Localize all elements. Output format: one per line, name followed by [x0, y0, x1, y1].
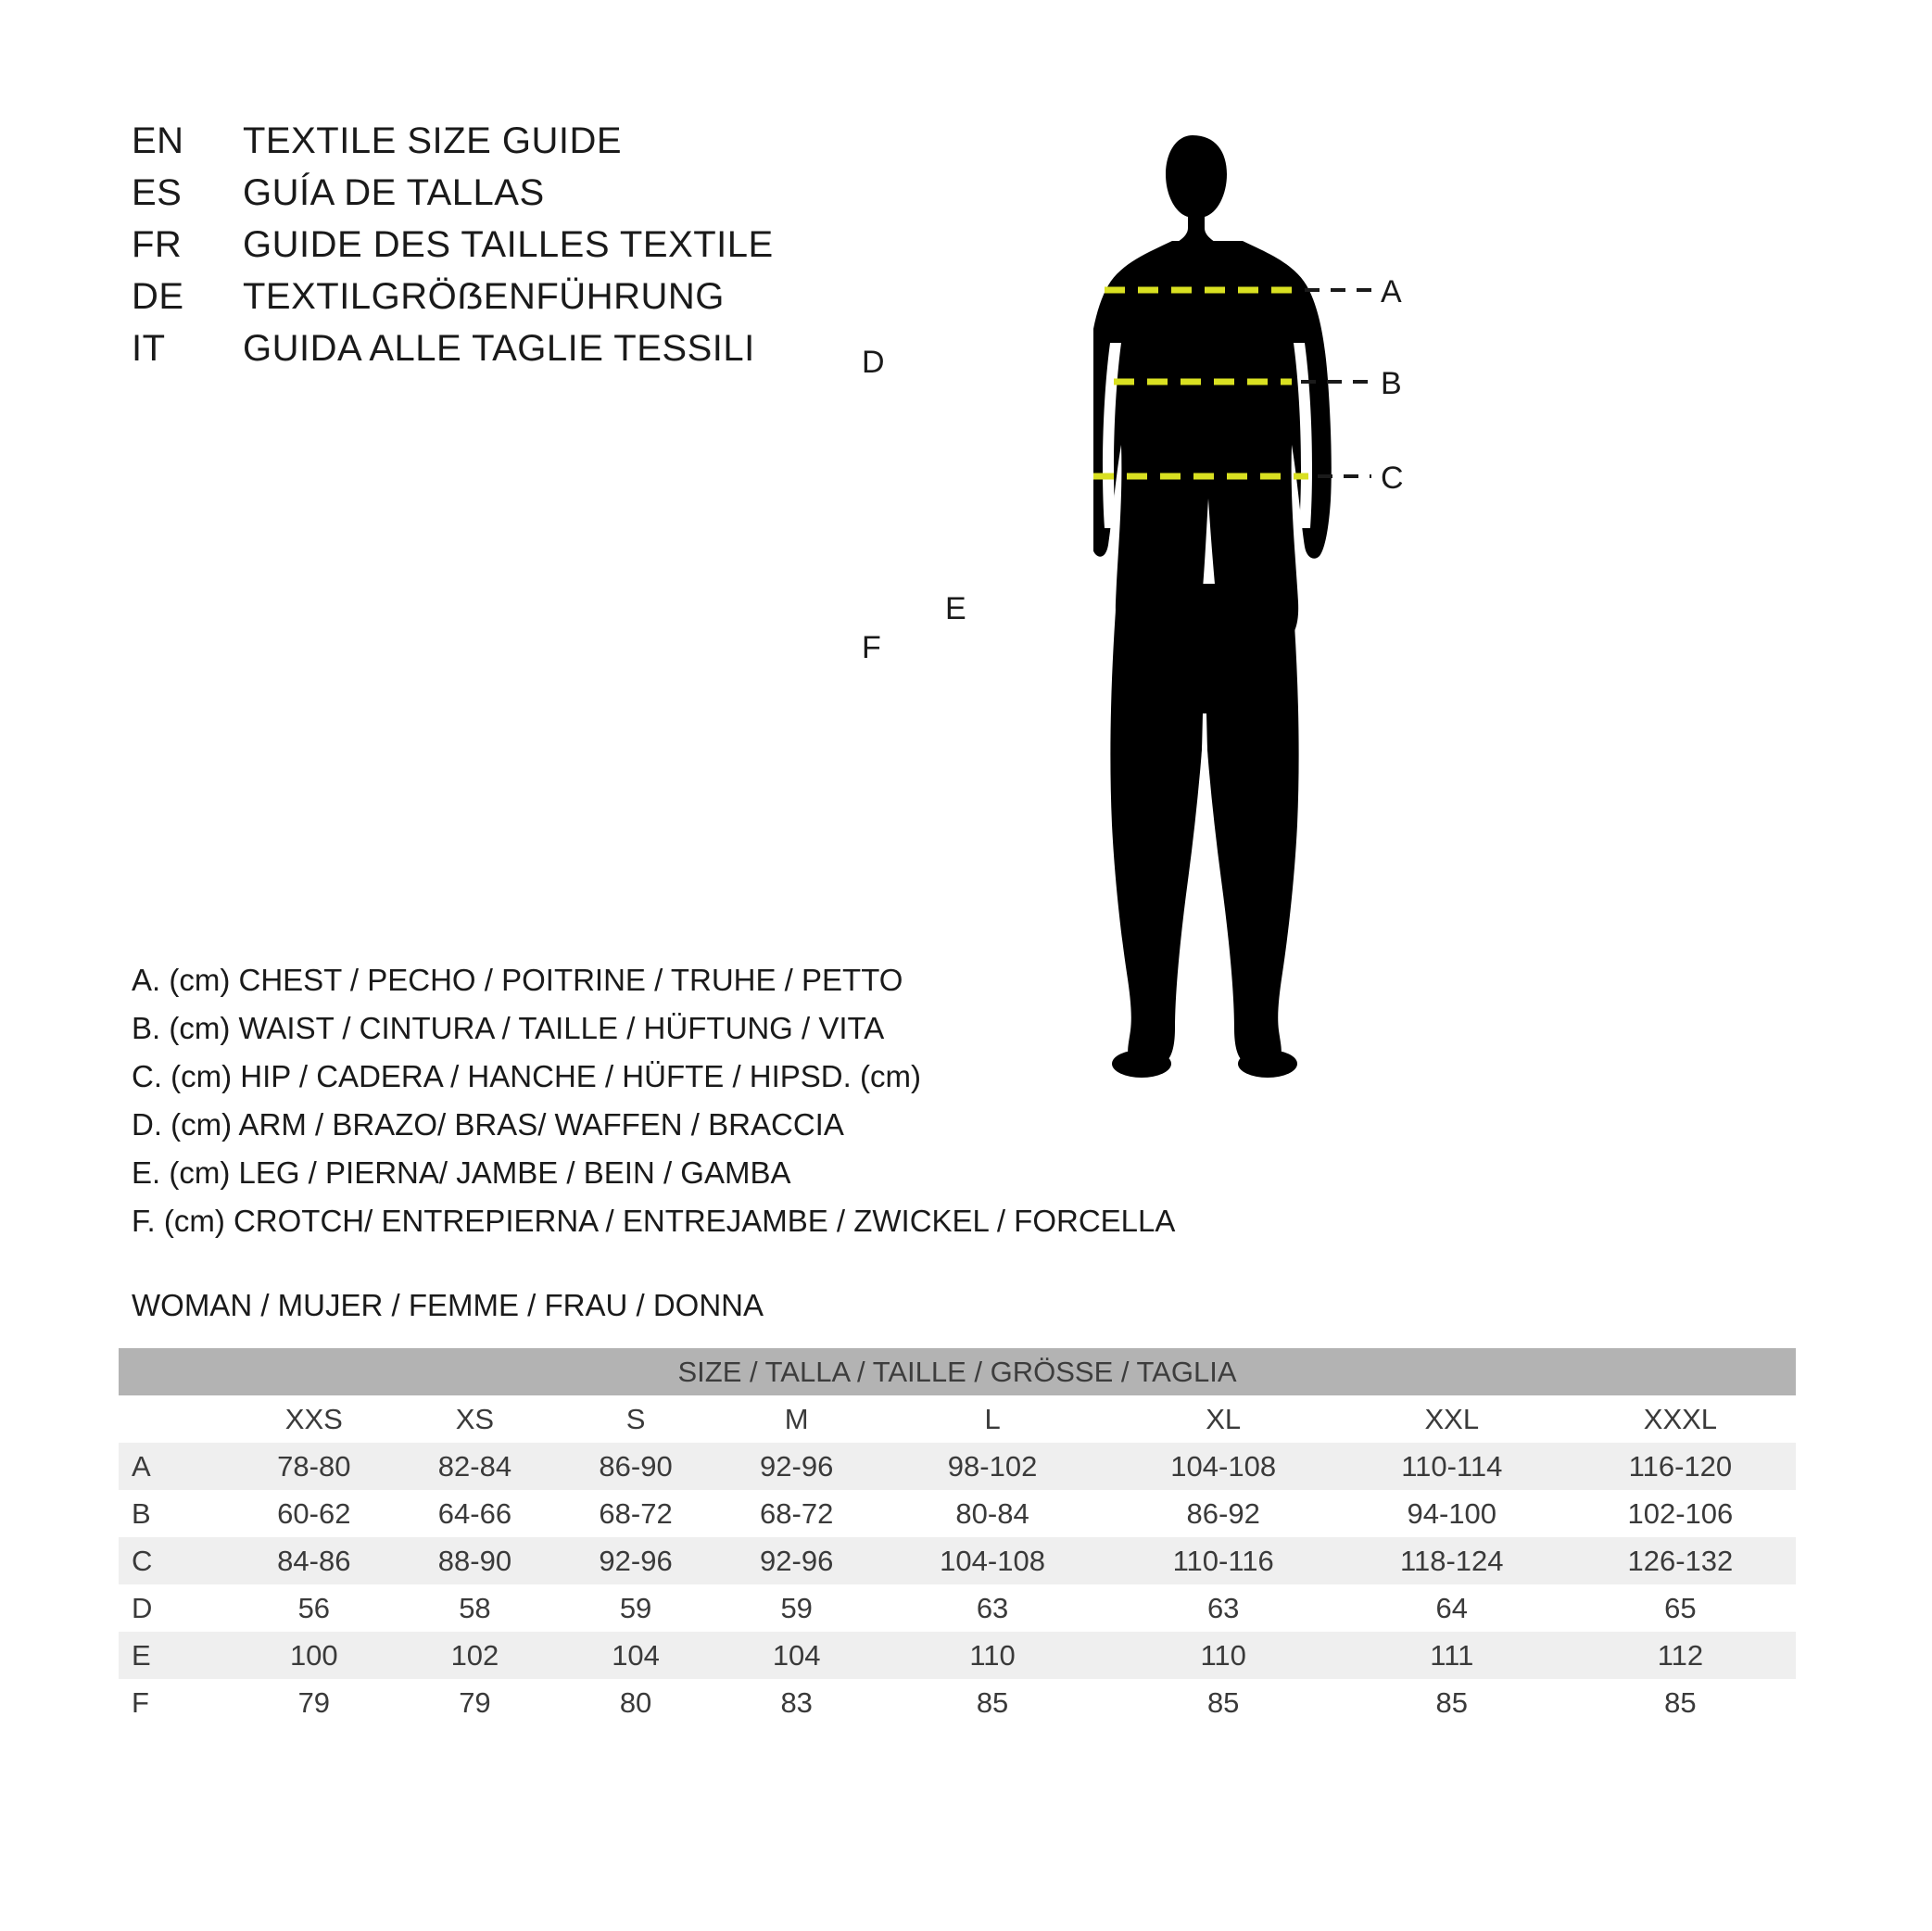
marker-label-a: A — [1381, 274, 1402, 309]
legend-item-c: C. (cm) HIP / CADERA / HANCHE / HÜFTE / HIPSD. (cm) — [132, 1059, 921, 1093]
cell-b-s: 68-72 — [555, 1490, 716, 1537]
legend-item-e: E. (cm) LEG / PIERNA/ JAMBE / BEIN / GAMBA — [132, 1155, 791, 1190]
table-row — [119, 1679, 1796, 1726]
cell-c-xl: 110-116 — [1108, 1537, 1339, 1584]
language-title: GUIDE DES TAILLES TEXTILE — [243, 224, 774, 265]
cell-a-xxxl: 116-120 — [1565, 1443, 1796, 1490]
cell-f-xs: 79 — [395, 1679, 556, 1726]
cell-b-m: 68-72 — [716, 1490, 878, 1537]
gender-label: WOMAN / MUJER / FEMME / FRAU / DONNA — [132, 1288, 764, 1322]
cell-a-xxl: 110-114 — [1339, 1443, 1565, 1490]
cell-d-xs: 58 — [395, 1584, 556, 1632]
cell-b-xxxl: 102-106 — [1565, 1490, 1796, 1537]
cell-a-m: 92-96 — [716, 1443, 878, 1490]
cell-e-xxxl: 112 — [1565, 1632, 1796, 1679]
language-title-block — [132, 120, 891, 380]
table-row — [119, 1490, 1796, 1537]
table-header-s: S — [555, 1395, 716, 1443]
cell-a-l: 98-102 — [878, 1443, 1108, 1490]
legend-item-d: D. (cm) ARM / BRAZO/ BRAS/ WAFFEN / BRACCIA — [132, 1107, 844, 1142]
cell-f-xxxl: 85 — [1565, 1679, 1796, 1726]
cell-a-xs: 82-84 — [395, 1443, 556, 1490]
table-row — [119, 1584, 1796, 1632]
table-row — [119, 1537, 1796, 1584]
cell-a-s: 86-90 — [555, 1443, 716, 1490]
cell-f-xxs: 79 — [234, 1679, 395, 1726]
table-header-xl: XL — [1108, 1395, 1339, 1443]
cell-a-xl: 104-108 — [1108, 1443, 1339, 1490]
cell-d-xxxl: 65 — [1565, 1584, 1796, 1632]
row-label-e: E — [119, 1632, 234, 1679]
cell-c-xxs: 84-86 — [234, 1537, 395, 1584]
table-header-blank — [119, 1395, 234, 1443]
language-code: DE — [132, 276, 184, 317]
row-label-a: A — [119, 1443, 234, 1490]
cell-b-l: 80-84 — [878, 1490, 1108, 1537]
table-header-xxxl: XXXL — [1565, 1395, 1796, 1443]
measurement-legend — [132, 956, 1179, 1245]
table-title: SIZE / TALLA / TAILLE / GRÖSSE / TAGLIA — [119, 1348, 1796, 1395]
language-code: EN — [132, 120, 184, 161]
cell-c-m: 92-96 — [716, 1537, 878, 1584]
cell-c-s: 92-96 — [555, 1537, 716, 1584]
legend-item-f: F. (cm) CROTCH/ ENTREPIERNA / ENTREJAMBE / ZWICKEL / FORCELLA — [132, 1204, 1176, 1238]
language-title: TEXTILE SIZE GUIDE — [243, 120, 623, 161]
cell-b-xxl: 94-100 — [1339, 1490, 1565, 1537]
table-header-row — [119, 1395, 1796, 1443]
cell-d-xxl: 64 — [1339, 1584, 1565, 1632]
row-label-d: D — [119, 1584, 234, 1632]
language-code: ES — [132, 172, 183, 213]
language-title: TEXTILGRÖẞENFÜHRUNG — [243, 276, 725, 317]
cell-e-l: 110 — [878, 1632, 1108, 1679]
table-header-xxs: XXS — [234, 1395, 395, 1443]
size-table — [119, 1348, 1796, 1726]
cell-b-xl: 86-92 — [1108, 1490, 1339, 1537]
row-label-c: C — [119, 1537, 234, 1584]
legend-item-a: A. (cm) CHEST / PECHO / POITRINE / TRUHE / PETTO — [132, 963, 903, 997]
cell-e-xxs: 100 — [234, 1632, 395, 1679]
table-header-xs: XS — [395, 1395, 556, 1443]
female-silhouette-icon — [1093, 135, 1332, 1078]
legend-item-b: B. (cm) WAIST / CINTURA / TAILLE / HÜFTUNG / VITA — [132, 1011, 885, 1045]
cell-f-m: 83 — [716, 1679, 878, 1726]
cell-c-xs: 88-90 — [395, 1537, 556, 1584]
table-row — [119, 1632, 1796, 1679]
cell-c-xxl: 118-124 — [1339, 1537, 1565, 1584]
female-silhouette-diagram — [1093, 65, 1890, 1205]
language-code: FR — [132, 224, 183, 265]
cell-e-xxl: 111 — [1339, 1632, 1565, 1679]
language-title: GUÍA DE TALLAS — [243, 172, 545, 213]
language-code: IT — [132, 328, 166, 369]
cell-d-xl: 63 — [1108, 1584, 1339, 1632]
language-row — [132, 224, 891, 276]
table-title-row — [119, 1348, 1796, 1395]
marker-label-b: B — [1381, 366, 1402, 401]
table-header-m: M — [716, 1395, 878, 1443]
cell-f-xxl: 85 — [1339, 1679, 1565, 1726]
language-row — [132, 120, 891, 172]
cell-d-l: 63 — [878, 1584, 1108, 1632]
cell-f-s: 80 — [555, 1679, 716, 1726]
cell-f-xl: 85 — [1108, 1679, 1339, 1726]
marker-label-f: F — [862, 630, 881, 665]
cell-e-xs: 102 — [395, 1632, 556, 1679]
language-row — [132, 276, 891, 328]
cell-d-s: 59 — [555, 1584, 716, 1632]
cell-d-xxs: 56 — [234, 1584, 395, 1632]
cell-a-xxs: 78-80 — [234, 1443, 395, 1490]
language-title: GUIDA ALLE TAGLIE TESSILI — [243, 328, 755, 369]
table-header-l: L — [878, 1395, 1108, 1443]
size-diagram — [862, 65, 1890, 1205]
language-row — [132, 172, 891, 224]
marker-label-d: D — [862, 345, 885, 380]
marker-label-e: E — [945, 591, 966, 626]
table-row — [119, 1443, 1796, 1490]
row-label-f: F — [119, 1679, 234, 1726]
table-header-xxl: XXL — [1339, 1395, 1565, 1443]
cell-b-xxs: 60-62 — [234, 1490, 395, 1537]
cell-c-xxxl: 126-132 — [1565, 1537, 1796, 1584]
marker-label-c: C — [1381, 461, 1404, 496]
cell-e-s: 104 — [555, 1632, 716, 1679]
cell-e-m: 104 — [716, 1632, 878, 1679]
cell-c-l: 104-108 — [878, 1537, 1108, 1584]
row-label-b: B — [119, 1490, 234, 1537]
cell-d-m: 59 — [716, 1584, 878, 1632]
cell-e-xl: 110 — [1108, 1632, 1339, 1679]
cell-f-l: 85 — [878, 1679, 1108, 1726]
cell-b-xs: 64-66 — [395, 1490, 556, 1537]
language-row — [132, 328, 891, 380]
